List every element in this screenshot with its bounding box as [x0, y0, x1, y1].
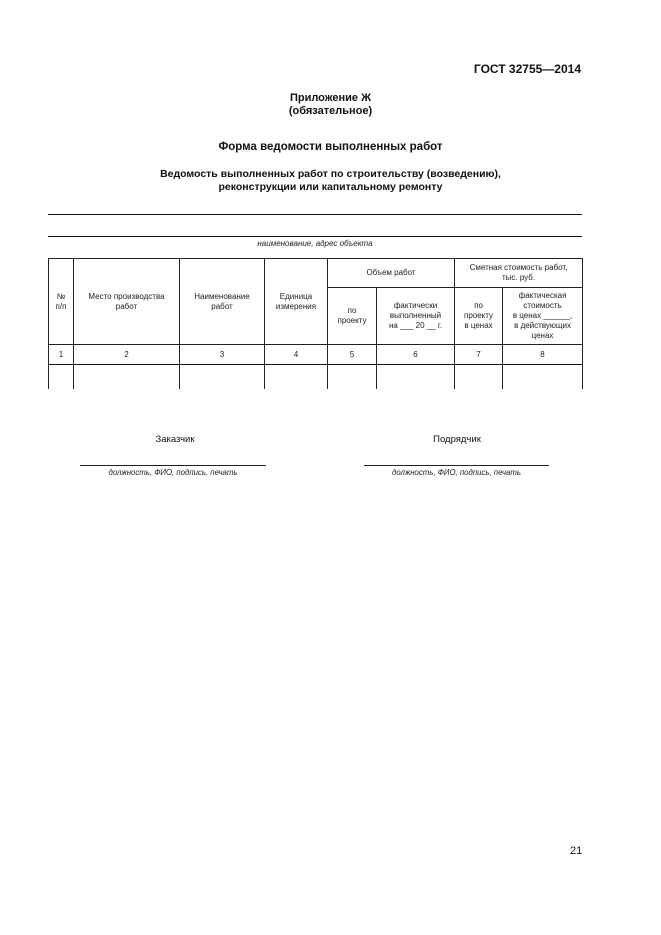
customer-signature-caption: должность, ФИО, подпись, печать: [108, 468, 238, 477]
column-number: 2: [74, 345, 180, 365]
appendix-title: Приложение Ж: [289, 92, 372, 104]
column-number: 7: [455, 345, 503, 365]
column-number: 6: [377, 345, 455, 365]
contractor-signature-caption: должность, ФИО, подпись, печать: [392, 468, 521, 477]
column-number: 4: [265, 345, 328, 365]
appendix-status: (обязательное): [288, 105, 373, 117]
object-caption: наименование, адрес объекта: [257, 239, 373, 248]
column-number: 1: [49, 345, 74, 365]
header-cost-group: Сметная стоимость работ, тыс. руб.: [455, 259, 583, 288]
customer-signature-line: [80, 465, 266, 466]
standard-number: ГОСТ 32755—2014: [473, 62, 581, 76]
works-table: [48, 258, 583, 389]
table-cell: [74, 365, 180, 389]
header-unit: Единица измерения: [265, 259, 328, 345]
contractor-signature-line: [364, 465, 549, 466]
contractor-label: Подрядчик: [433, 434, 481, 445]
table-cell: [377, 365, 455, 389]
statement-title-line-1: Ведомость выполненных работ по строительству (возведению),: [160, 168, 501, 180]
appendix-heading: [0, 92, 661, 118]
header-volume-project: по проекту: [328, 288, 377, 345]
header-volume-group: Объем работ: [328, 259, 455, 288]
header-place: Место производства работ: [74, 259, 180, 345]
table-cell: [455, 365, 503, 389]
header-cost-actual: фактическая стоимость в ценах ______, в действующих ценах: [503, 288, 583, 345]
page-number: 21: [570, 845, 583, 857]
form-title: Форма ведомости выполненных работ: [218, 141, 443, 153]
table-header-row-1: [49, 259, 583, 288]
header-no: № п/п: [49, 259, 74, 345]
table-cell: [328, 365, 377, 389]
object-name-line-2: [48, 236, 582, 237]
statement-title: [0, 168, 661, 194]
header-volume-actual: фактически выполненный на ___ 20 __ г.: [377, 288, 455, 345]
table-cell: [180, 365, 265, 389]
header-work-name: Наименование работ: [180, 259, 265, 345]
object-name-line-1: [48, 214, 582, 215]
statement-title-line-2: реконструкции или капитальному ремонту: [218, 181, 443, 193]
table-row: [49, 365, 583, 389]
column-numbers-row: [49, 345, 583, 365]
column-number: 5: [328, 345, 377, 365]
table-cell: [265, 365, 328, 389]
column-number: 3: [180, 345, 265, 365]
table-cell: [503, 365, 583, 389]
column-number: 8: [503, 345, 583, 365]
header-cost-project: по проекту в ценах: [455, 288, 503, 345]
table-cell: [49, 365, 74, 389]
customer-label: Заказчик: [155, 434, 195, 445]
